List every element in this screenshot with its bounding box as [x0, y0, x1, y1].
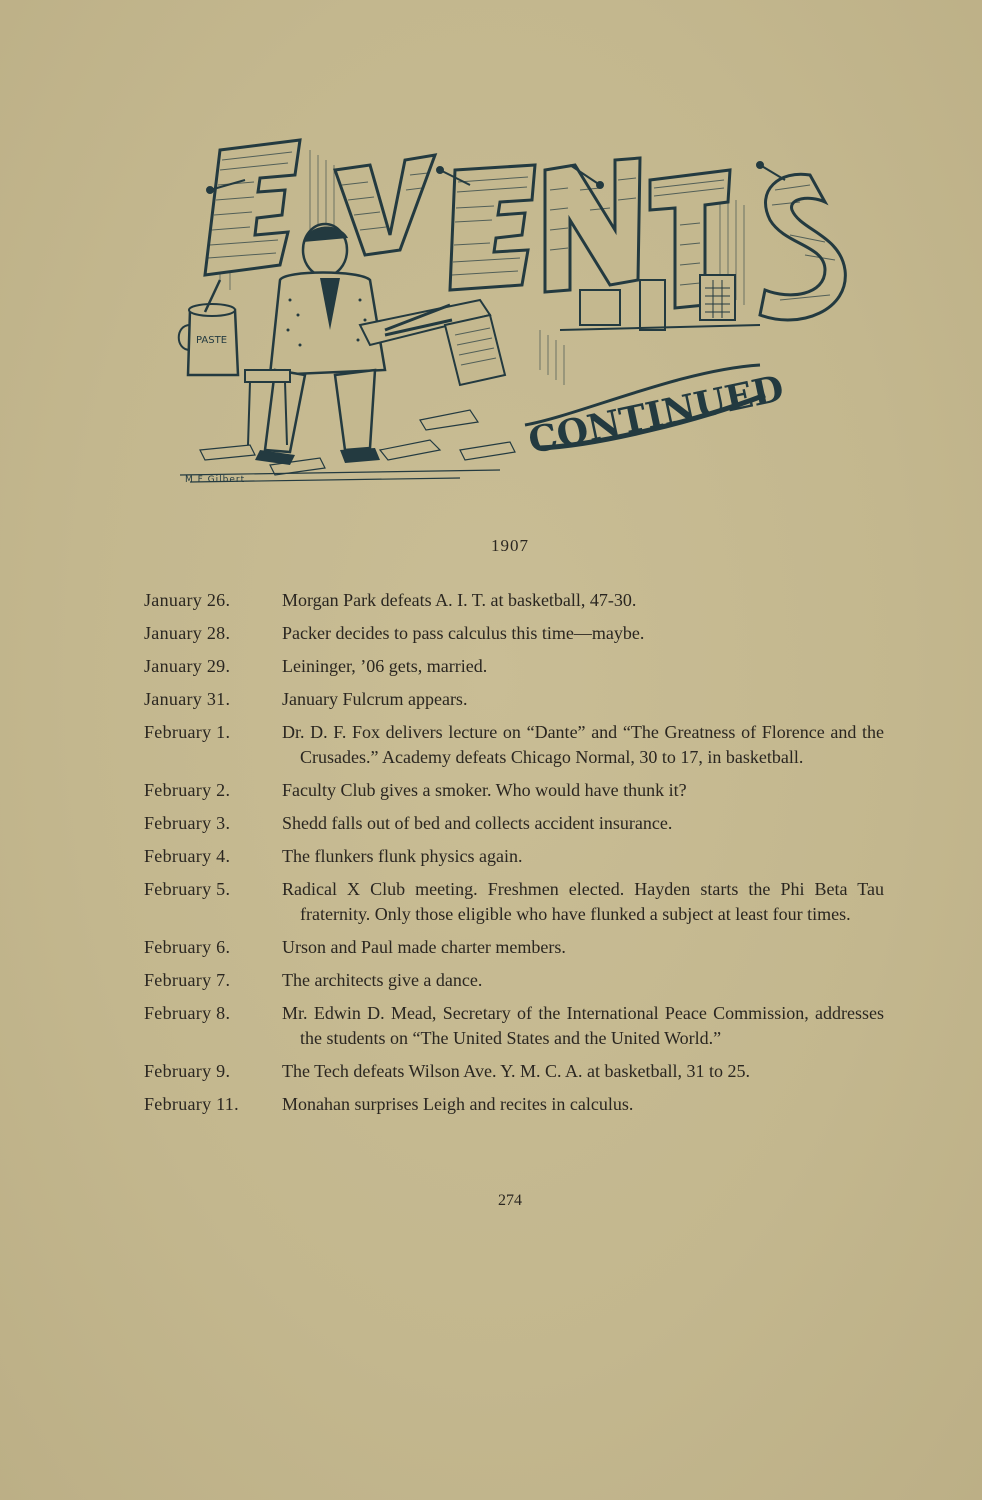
event-date: February 8.: [144, 1003, 231, 1023]
continued-text: CONTINUED: [524, 367, 788, 463]
event-description: Mr. Edwin D. Mead, Secretary of the International Peace Commission, addresses the students on “The United States and the United World.”: [282, 1003, 884, 1048]
event-entry: [144, 844, 884, 869]
event-date: February 11.: [144, 1094, 239, 1114]
event-date: January 29.: [144, 656, 231, 676]
event-date: February 2.: [144, 780, 231, 800]
event-entry: [144, 968, 884, 993]
letter-v: [335, 155, 435, 255]
event-date: February 9.: [144, 1061, 231, 1081]
page-number: 274: [498, 1192, 522, 1209]
event-date: January 26.: [144, 590, 231, 610]
event-entry: [144, 588, 884, 613]
letter-n: [545, 158, 640, 292]
event-description: The architects give a dance.: [282, 970, 483, 990]
event-entry: [144, 687, 884, 712]
events-list: [144, 588, 884, 1125]
event-date: January 28.: [144, 623, 231, 643]
event-description: Radical X Club meeting. Freshmen elected. Hayden starts the Phi Beta Tau fraternity. Only those eligible who have flunked a subject at least four times.: [282, 879, 884, 924]
event-date: February 3.: [144, 813, 231, 833]
events-continued-illustration: [160, 130, 860, 500]
event-entry: [144, 1059, 884, 1084]
letter-e: [205, 140, 300, 275]
event-description: Faculty Club gives a smoker. Who would have thunk it?: [282, 780, 687, 800]
event-date: February 5.: [144, 879, 231, 899]
event-entry: [144, 654, 884, 679]
letter-s: [760, 174, 845, 320]
event-entry: [144, 935, 884, 960]
event-date: January 31.: [144, 689, 231, 709]
shelf-items: [560, 275, 760, 330]
event-description: Leininger, ’06 gets, married.: [282, 656, 488, 676]
artist-signature: M F Gilbert: [185, 475, 246, 485]
event-date: February 1.: [144, 722, 231, 742]
paste-label: PASTE: [196, 335, 228, 346]
event-description: Shedd falls out of bed and collects accident insurance.: [282, 813, 673, 833]
event-description: The flunkers flunk physics again.: [282, 846, 523, 866]
event-entry: [144, 811, 884, 836]
event-entry: [144, 1001, 884, 1051]
year-heading: 1907: [491, 536, 529, 555]
event-description: Morgan Park defeats A. I. T. at basketball, 47-30.: [282, 590, 637, 610]
header-drawing: [160, 130, 860, 500]
event-description: The Tech defeats Wilson Ave. Y. M. C. A. at basketball, 31 to 25.: [282, 1061, 750, 1081]
event-description: January Fulcrum appears.: [282, 689, 468, 709]
event-entry: [144, 720, 884, 770]
event-date: February 6.: [144, 937, 231, 957]
event-entry: [144, 778, 884, 803]
event-entry: [144, 877, 884, 927]
event-description: Monahan surprises Leigh and recites in calculus.: [282, 1094, 634, 1114]
paste-pot: [179, 280, 238, 375]
event-entry: [144, 621, 884, 646]
event-entry: [144, 1092, 884, 1117]
event-description: Dr. D. F. Fox delivers lecture on “Dante” and “The Greatness of Florence and the Crusades.” Academy defeats Chicago Normal, 30 to 17, in basketball.: [282, 722, 884, 767]
event-date: February 7.: [144, 970, 231, 990]
event-date: February 4.: [144, 846, 231, 866]
letter-e-second: [450, 165, 535, 290]
event-description: Packer decides to pass calculus this time—maybe.: [282, 623, 645, 643]
event-description: Urson and Paul made charter members.: [282, 937, 566, 957]
